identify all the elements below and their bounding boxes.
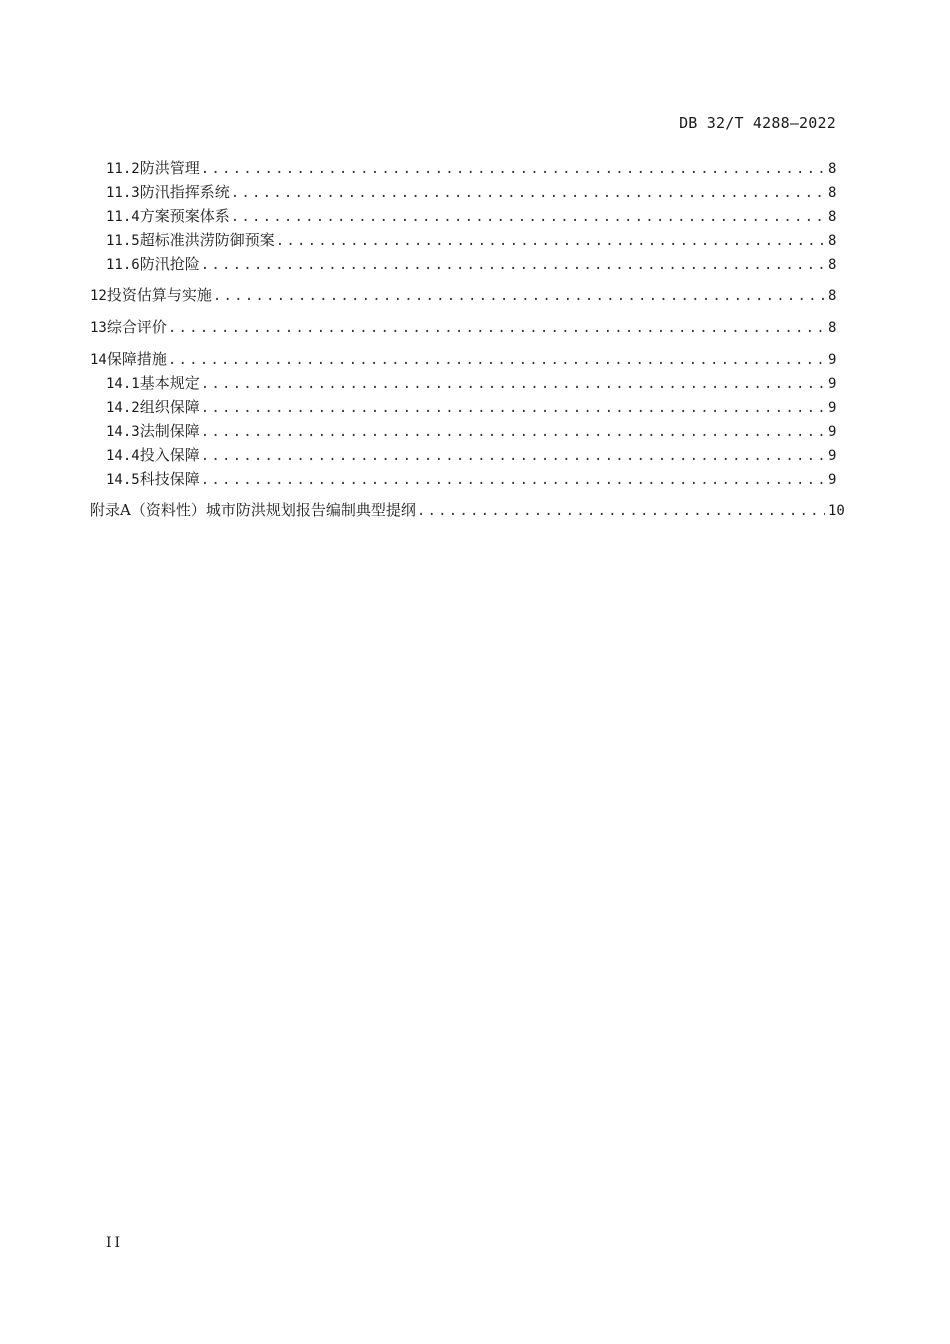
- dot-leader: [201, 444, 825, 468]
- toc-entry[interactable]: [90, 371, 836, 395]
- toc-entry[interactable]: [90, 395, 836, 419]
- dot-leader: [417, 499, 825, 523]
- toc-entry-page: 9: [828, 376, 837, 392]
- document-code-header: DB 32/T 4288—2022: [679, 114, 836, 132]
- toc-chapter[interactable]: [90, 283, 836, 307]
- toc-entry-title: 防洪管理: [139, 159, 200, 177]
- toc-entry-page: 8: [828, 257, 837, 273]
- dot-leader: [201, 253, 825, 277]
- dot-leader: [201, 396, 825, 420]
- table-of-contents: [90, 156, 845, 522]
- toc-chapter[interactable]: [90, 315, 836, 339]
- toc-chapter-number: 13: [90, 320, 107, 336]
- toc-entry-number: 14.4: [106, 448, 140, 464]
- toc-entry-title: 基本规定: [139, 374, 200, 392]
- toc-chapter-title: 综合评价: [106, 318, 167, 336]
- toc-entry-title: 防汛指挥系统: [139, 183, 230, 201]
- toc-entry-number: 14.5: [106, 472, 140, 488]
- toc-appendix-label: 附录A（资料性）: [90, 501, 206, 519]
- dot-leader: [213, 284, 825, 308]
- dot-leader: [168, 348, 825, 372]
- toc-chapter[interactable]: [90, 347, 836, 371]
- toc-entry[interactable]: [90, 419, 836, 443]
- dot-leader: [276, 229, 825, 253]
- dot-leader: [201, 157, 825, 181]
- dot-leader: [201, 468, 825, 492]
- toc-entry[interactable]: [90, 204, 836, 228]
- toc-entry-page: 9: [828, 448, 837, 464]
- toc-chapter-number: 14: [90, 352, 107, 368]
- dot-leader: [201, 372, 825, 396]
- toc-entry[interactable]: [90, 467, 836, 491]
- toc-entry-number: 14.1: [106, 376, 140, 392]
- toc-entry-page: 9: [828, 472, 837, 488]
- toc-appendix-title: 城市防洪规划报告编制典型提纲: [205, 501, 416, 519]
- toc-entry-title: 科技保障: [139, 470, 200, 488]
- toc-entry-title: 方案预案体系: [139, 207, 230, 225]
- toc-chapter-title: 投资估算与实施: [106, 286, 212, 304]
- toc-entry-page: 9: [828, 424, 837, 440]
- toc-chapter-number: 12: [90, 288, 107, 304]
- toc-entry[interactable]: [90, 252, 836, 276]
- toc-entry[interactable]: [90, 228, 836, 252]
- toc-entry[interactable]: [90, 443, 836, 467]
- toc-entry-number: 14.3: [106, 424, 140, 440]
- dot-leader: [168, 316, 825, 340]
- page-number-footer: II: [106, 1235, 124, 1251]
- dot-leader: [231, 205, 825, 229]
- toc-appendix[interactable]: [90, 498, 845, 522]
- toc-entry-number: 11.4: [106, 209, 140, 225]
- toc-chapter-page: 9: [828, 352, 837, 368]
- toc-appendix-page: 10: [828, 503, 845, 519]
- toc-entry-title: 防汛抢险: [139, 255, 200, 273]
- toc-chapter-title: 保障措施: [106, 350, 167, 368]
- toc-entry-title: 法制保障: [139, 422, 200, 440]
- toc-chapter-page: 8: [828, 320, 837, 336]
- toc-entry-number: 11.5: [106, 233, 140, 249]
- toc-entry-page: 9: [828, 400, 837, 416]
- toc-entry-page: 8: [828, 161, 837, 177]
- toc-entry-number: 11.2: [106, 161, 140, 177]
- toc-entry-title: 投入保障: [139, 446, 200, 464]
- toc-entry-title: 超标准洪涝防御预案: [139, 231, 275, 249]
- toc-entry-number: 14.2: [106, 400, 140, 416]
- toc-entry-page: 8: [828, 233, 837, 249]
- toc-entry-number: 11.6: [106, 257, 140, 273]
- toc-entry[interactable]: [90, 156, 836, 180]
- toc-entry-page: 8: [828, 185, 837, 201]
- toc-entry[interactable]: [90, 180, 836, 204]
- toc-entry-number: 11.3: [106, 185, 140, 201]
- toc-chapter-page: 8: [828, 288, 837, 304]
- dot-leader: [231, 181, 825, 205]
- dot-leader: [201, 420, 825, 444]
- toc-entry-title: 组织保障: [139, 398, 200, 416]
- toc-entry-page: 8: [828, 209, 837, 225]
